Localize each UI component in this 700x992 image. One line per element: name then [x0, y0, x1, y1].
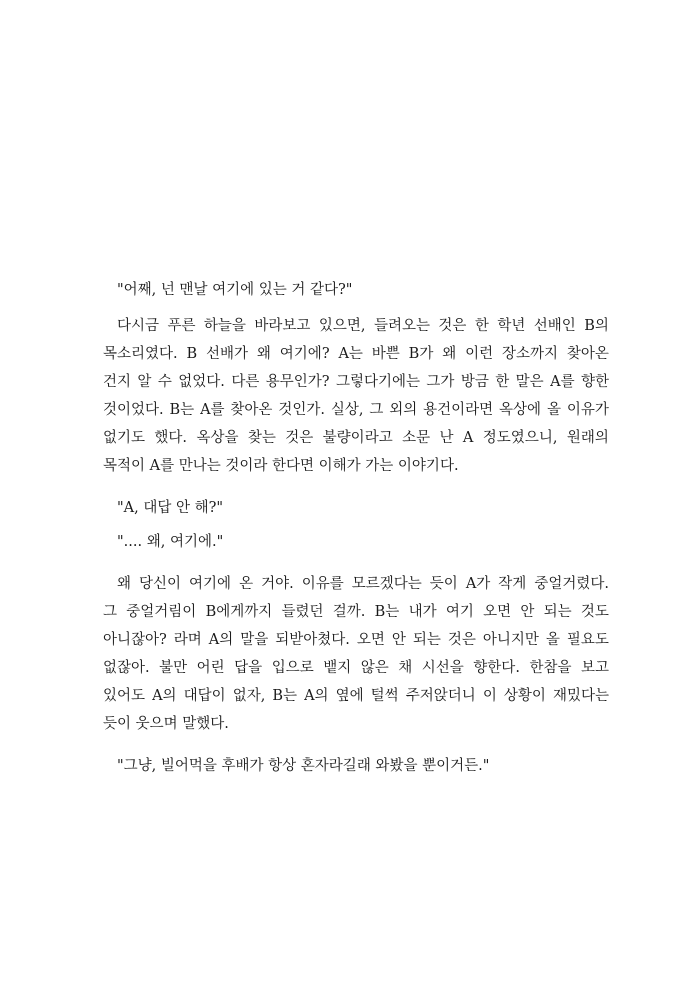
word: 안 [520, 604, 535, 620]
word: 했다. [154, 430, 188, 446]
word: 아니지만 [482, 632, 539, 648]
word: A [462, 430, 474, 446]
word: A를 [149, 458, 179, 474]
word: 바라보고 [254, 318, 311, 334]
word: 않은 [360, 660, 389, 676]
text-line [103, 682, 609, 710]
word: 털썩 [370, 688, 399, 704]
word: 불만 [159, 660, 188, 676]
word: 이런 [465, 346, 494, 362]
word: 그가 [426, 374, 455, 390]
word: 알 [137, 374, 152, 390]
word: 안 [391, 632, 406, 648]
word: 바쁜 [371, 346, 400, 362]
word: 난 [439, 430, 454, 446]
word: A의 [304, 688, 329, 704]
word: 없잖아. [103, 660, 150, 676]
text-line [103, 340, 609, 368]
word: 그 [103, 604, 118, 620]
word: 한다면 [272, 458, 319, 474]
word: 선배인 [533, 318, 576, 334]
word: 이야기다. [397, 458, 459, 474]
word: 이유를 [301, 576, 344, 592]
word: A를 [200, 402, 225, 418]
word: 찾아온 [566, 346, 609, 362]
word: B가 [408, 346, 434, 362]
word: A는 [338, 346, 363, 362]
word: 향한다. [473, 660, 520, 676]
word: 목적이 [103, 458, 150, 474]
text-line [103, 710, 609, 738]
word: 장소까지 [501, 346, 558, 362]
dialogue-line-4: "그냥, 빌어먹을 후배가 항상 혼자라길래 와봤을 뿐이거든." [117, 758, 490, 774]
word: 향한 [580, 374, 609, 390]
word: 들렸던 [281, 604, 324, 620]
text-line [103, 452, 609, 480]
word: 말을 [240, 632, 269, 648]
word: 작게 [498, 576, 527, 592]
word: 다시금 [117, 318, 160, 334]
word: 용건이라면 [423, 402, 494, 418]
word: 수 [157, 374, 172, 390]
word: 없었다. [178, 374, 225, 390]
word: 말했다. [182, 716, 229, 732]
word: 것은 [285, 430, 314, 446]
word: 없기도 [103, 430, 146, 446]
word: 상황이 [503, 688, 546, 704]
word: 올 [545, 632, 560, 648]
dialogue-line-3: ".... 왜, 여기에." [117, 534, 224, 550]
word: 것은 [447, 632, 476, 648]
word: 듯이 [103, 716, 136, 732]
word: 한 [474, 318, 489, 334]
word: 당신이 [139, 576, 182, 592]
word: 거야. [261, 576, 294, 592]
word: B [186, 346, 198, 362]
word: 주저앉더니 [405, 688, 476, 704]
word: 한 [495, 374, 510, 390]
word: 왜 [256, 346, 271, 362]
text-line [103, 424, 609, 452]
word: A를 [550, 374, 575, 390]
text-line [103, 598, 609, 626]
dialogue-line-2: "A, 대답 안 해?" [117, 500, 224, 516]
text-line [103, 570, 609, 598]
word: 되는 [412, 632, 441, 648]
word: 온 [239, 576, 254, 592]
word: 푸른 [167, 318, 196, 334]
word: 찾아온 [230, 402, 273, 418]
word: 건지 [103, 374, 132, 390]
word: 올 [546, 402, 561, 418]
word: 뱉지 [323, 660, 352, 676]
word: B에게까지 [205, 604, 273, 620]
text-line [103, 396, 609, 424]
word: 왜 [117, 576, 132, 592]
text-line [103, 368, 609, 396]
word: 이유가 [566, 402, 609, 418]
word: 옥상에 [499, 402, 542, 418]
word: 다른 [231, 374, 260, 390]
word: A가 [465, 576, 491, 592]
word: 것도 [580, 604, 609, 620]
word: 채 [398, 660, 413, 676]
word: 필요도 [566, 632, 609, 648]
word: 그 [369, 402, 384, 418]
word: 있어도 [103, 688, 146, 704]
word: 중얼거림이 [126, 604, 197, 620]
word: 걸까. [332, 604, 366, 620]
word: 정도였으니, [482, 430, 558, 446]
word: 선배가 [206, 346, 249, 362]
word: 말은 [515, 374, 544, 390]
word: B는 [374, 604, 400, 620]
word: 그렇다기에는 [335, 374, 420, 390]
word: 옥상을 [196, 430, 239, 446]
text-line [103, 654, 609, 682]
word: 되받아쳤다. [275, 632, 350, 648]
word: 하늘을 [203, 318, 246, 334]
word: 소문 [402, 430, 431, 446]
dialogue-line-1: "어째, 넌 맨날 여기에 있는 거 같다?" [117, 282, 353, 298]
word: 이해가 [318, 458, 366, 474]
word: 중얼거렸다. [534, 576, 609, 592]
text-line [103, 626, 609, 654]
word: 원래의 [566, 430, 609, 446]
word: 오면 [483, 604, 512, 620]
word: 없자, [232, 688, 266, 704]
word: 왜 [442, 346, 457, 362]
word: 것인가. [278, 402, 325, 418]
word: 불량이라고 [322, 430, 393, 446]
word: 목소리였다. [103, 346, 178, 362]
word: B의 [584, 318, 609, 334]
word: 답을 [234, 660, 263, 676]
word: 시선을 [421, 660, 464, 676]
word: 옆에 [335, 688, 364, 704]
word: 있으면, [318, 318, 366, 334]
word: 방금 [460, 374, 489, 390]
word: 되는 [543, 604, 572, 620]
word: 듯이 [429, 576, 458, 592]
word: 내가 [408, 604, 437, 620]
word: 것은 [438, 318, 467, 334]
word: 재밌다는 [552, 688, 609, 704]
word: 모르겠다는 [351, 576, 422, 592]
word: 것이었다. [103, 402, 164, 418]
word: 여기 [445, 604, 474, 620]
word: 오면 [356, 632, 385, 648]
word: 어린 [196, 660, 225, 676]
word: A의 [208, 632, 234, 648]
word: 찾는 [247, 430, 276, 446]
word: 만나는 [178, 458, 226, 474]
word: B는 [272, 688, 298, 704]
word: 대답이 [183, 688, 226, 704]
word: 웃으며 [135, 716, 183, 732]
word: 외의 [389, 402, 418, 418]
word: 것이라 [225, 458, 273, 474]
word: 라며 [173, 632, 202, 648]
text-line [103, 312, 609, 340]
word: 실상, [330, 402, 364, 418]
story-text [103, 276, 609, 780]
word: 아니잖아? [103, 632, 167, 648]
narration-paragraph-2 [103, 570, 609, 738]
word: 한참을 [529, 660, 572, 676]
word: B는 [169, 402, 195, 418]
word: 보고 [580, 660, 609, 676]
word: 이 [482, 688, 497, 704]
word: 학년 [497, 318, 526, 334]
word: 여기에? [279, 346, 330, 362]
word: 들려오는 [373, 318, 430, 334]
word: 입으로 [271, 660, 314, 676]
word: 가는 [365, 458, 398, 474]
word: A의 [152, 688, 177, 704]
word: 용무인가? [265, 374, 330, 390]
narration-paragraph-1 [103, 312, 609, 480]
word: 여기에 [189, 576, 232, 592]
